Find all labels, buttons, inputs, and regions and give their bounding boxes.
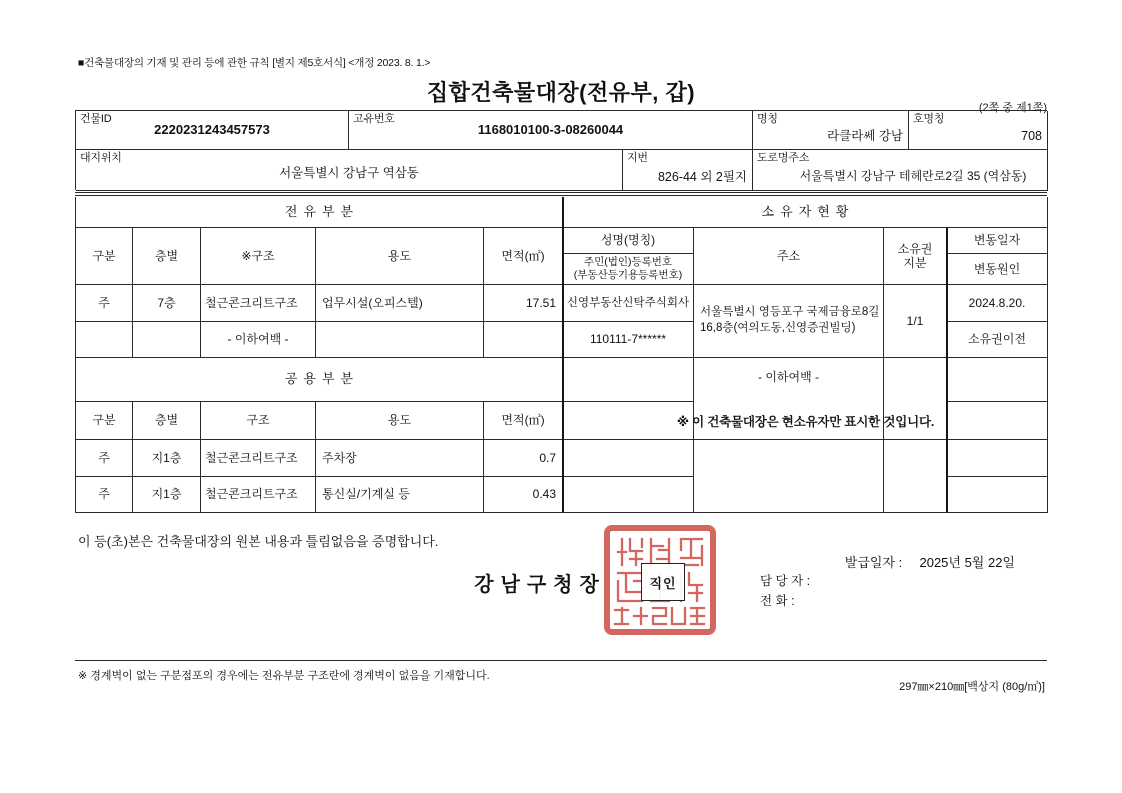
- owner-blank-cell: [947, 477, 1048, 513]
- col-gubun-2: 구분: [76, 402, 133, 440]
- col-change-date: 변동일자: [947, 228, 1048, 254]
- issue-date-value: 2025년 5월 22일: [919, 555, 1015, 570]
- paper-spec: 297㎜×210㎜[백상지 (80g/㎡)]: [899, 681, 1045, 693]
- col-structure: ※구조: [201, 228, 316, 285]
- officer-label: 담 당 자 :: [760, 574, 811, 588]
- col-owner-share-line2: 지분: [903, 256, 927, 270]
- col-area: 면적(㎡): [484, 228, 563, 285]
- issue-date-line: [700, 552, 1015, 571]
- owner-blank-cell: [947, 358, 1048, 402]
- exclusive-blank-cell: [76, 322, 133, 358]
- lot-number-value: 826-44 외 2필지: [657, 170, 747, 185]
- unit-name-value: 708: [1021, 129, 1042, 144]
- owner-change-date-value: 2024.8.20.: [947, 285, 1048, 322]
- common-row-gubun: 주: [76, 477, 133, 513]
- certification-statement: 이 등(초)본은 건축물대장의 원본 내용과 틀림없음을 증명합니다.: [78, 534, 439, 549]
- building-name-cell: [753, 111, 909, 150]
- common-row-structure: 철근콘크리트구조: [201, 440, 316, 477]
- owner-section-title: 소유자현황: [563, 197, 1048, 228]
- col-owner-regno-line2: (부동산등기용등록번호): [573, 269, 683, 281]
- col-owner-address: 주소: [694, 228, 884, 285]
- col-floor-2: 층별: [133, 402, 201, 440]
- issuer-name: 강남구청장: [474, 574, 606, 596]
- form-rule-note: ■건축물대장의 기재 및 관리 등에 관한 규칙 [별지 제5호서식] <개정 2023. 8. 1.>: [78, 57, 431, 69]
- col-use-2: 용도: [316, 402, 484, 440]
- col-owner-share: [884, 228, 947, 285]
- page-indicator: (2쪽 중 제1쪽): [978, 102, 1047, 114]
- exclusive-blank-cell: [484, 322, 563, 358]
- main-register-table: [75, 197, 1047, 513]
- col-change-cause: 변동원인: [947, 254, 1048, 285]
- road-address-value: 서울특별시 강남구 테헤란로2길 35 (역삼동): [799, 168, 1027, 183]
- double-rule-divider: [75, 192, 1047, 196]
- site-location-value: 서울특별시 강남구 역삼동: [279, 166, 419, 181]
- footer-note: ※ 경계벽이 없는 구분점포의 경우에는 전유부분 구조란에 경계벽이 없음을 기재합니다.: [78, 670, 490, 682]
- footer-divider-line: [75, 660, 1047, 661]
- common-row-floor: 지1층: [133, 477, 201, 513]
- col-gubun: 구분: [76, 228, 133, 285]
- col-owner-regno-line1: 주민(법인)등록번호: [583, 255, 673, 268]
- site-location-cell: [76, 150, 623, 191]
- road-address-cell: [753, 150, 1048, 191]
- building-name-label: 명칭: [757, 113, 778, 125]
- building-id-cell: [76, 111, 349, 150]
- col-owner-regno: [563, 254, 694, 285]
- unit-name-cell: [909, 111, 1048, 150]
- owner-blank-cell: [563, 477, 694, 513]
- col-use: 용도: [316, 228, 484, 285]
- change-col-divider-line: [946, 228, 948, 513]
- owner-blank-cell: [694, 440, 884, 513]
- owner-blank-cell: [563, 440, 694, 477]
- phone-label: 전 화 :: [760, 594, 795, 608]
- common-row-area: 0.43: [484, 477, 563, 513]
- owner-more-blank: - 이하여백 -: [757, 370, 820, 384]
- owner-address-value: 서울특별시 영등포구 국제금융로8길 16,8층(여의도동,신영증권빌딩): [694, 285, 884, 358]
- owner-blank-cell: [563, 358, 694, 402]
- common-row-use: 통신실/기계실 등: [316, 477, 484, 513]
- owner-change-cause-value: 소유권이전: [947, 322, 1048, 358]
- common-row-gubun: 주: [76, 440, 133, 477]
- common-row-floor: 지1층: [133, 440, 201, 477]
- exclusive-row-gubun: 주: [76, 285, 133, 322]
- unique-number-cell: [349, 111, 753, 150]
- section-divider-line: [562, 197, 564, 513]
- common-row-structure: 철근콘크리트구조: [201, 477, 316, 513]
- owner-blank-cell: [884, 440, 947, 513]
- owner-blank-cell: [947, 440, 1048, 477]
- exclusive-row-structure: 철근콘크리트구조: [201, 285, 316, 322]
- road-address-label: 도로명주소: [757, 152, 810, 164]
- common-section-title: 공용부분: [76, 358, 563, 402]
- owner-regno-value: 110111-7******: [563, 322, 694, 358]
- lot-number-label: 지번: [627, 152, 648, 164]
- common-row-use: 주차장: [316, 440, 484, 477]
- exclusive-row-area: 17.51: [484, 285, 563, 322]
- issue-date-label: 발급일자 :: [844, 555, 903, 570]
- exclusive-more-blank: - 이하여백 -: [201, 322, 316, 358]
- building-id-value: 2220231243457573: [154, 121, 270, 137]
- col-owner-name: 성명(명칭): [563, 228, 694, 254]
- lot-number-cell: [623, 150, 753, 191]
- site-location-label: 대지위치: [80, 152, 122, 164]
- col-area-2: 면적(㎡): [484, 402, 563, 440]
- current-owner-note: ※ 이 건축물대장은 현소유자만 표시한 것입니다.: [676, 415, 935, 429]
- exclusive-row-floor: 7층: [133, 285, 201, 322]
- col-floor: 층별: [133, 228, 201, 285]
- unique-number-label: 고유번호: [353, 113, 395, 125]
- official-seal: [603, 524, 717, 636]
- seal-label-box: [641, 563, 685, 601]
- owner-name-value: 신영부동산신탁주식회사: [563, 285, 694, 322]
- col-owner-share-line1: 소유권: [897, 241, 933, 256]
- exclusive-row-use: 업무시설(오피스텔): [316, 285, 484, 322]
- exclusive-blank-cell: [316, 322, 484, 358]
- unique-number-value: 1168010100-3-08260044: [477, 121, 624, 137]
- header-info-table: [75, 110, 1047, 190]
- building-id-label: 건물ID: [80, 113, 112, 125]
- unit-name-label: 호명칭: [913, 113, 945, 125]
- building-name-value: 라클라쎄 강남: [827, 129, 903, 144]
- document-title: 집합건축물대장(전유부, 갑): [426, 80, 696, 105]
- owner-share-value: 1/1: [884, 285, 947, 358]
- col-structure-2: 구조: [201, 402, 316, 440]
- seal-label: 직인: [649, 575, 677, 591]
- exclusive-section-title: 전유부분: [76, 197, 563, 228]
- common-row-area: 0.7: [484, 440, 563, 477]
- exclusive-blank-cell: [133, 322, 201, 358]
